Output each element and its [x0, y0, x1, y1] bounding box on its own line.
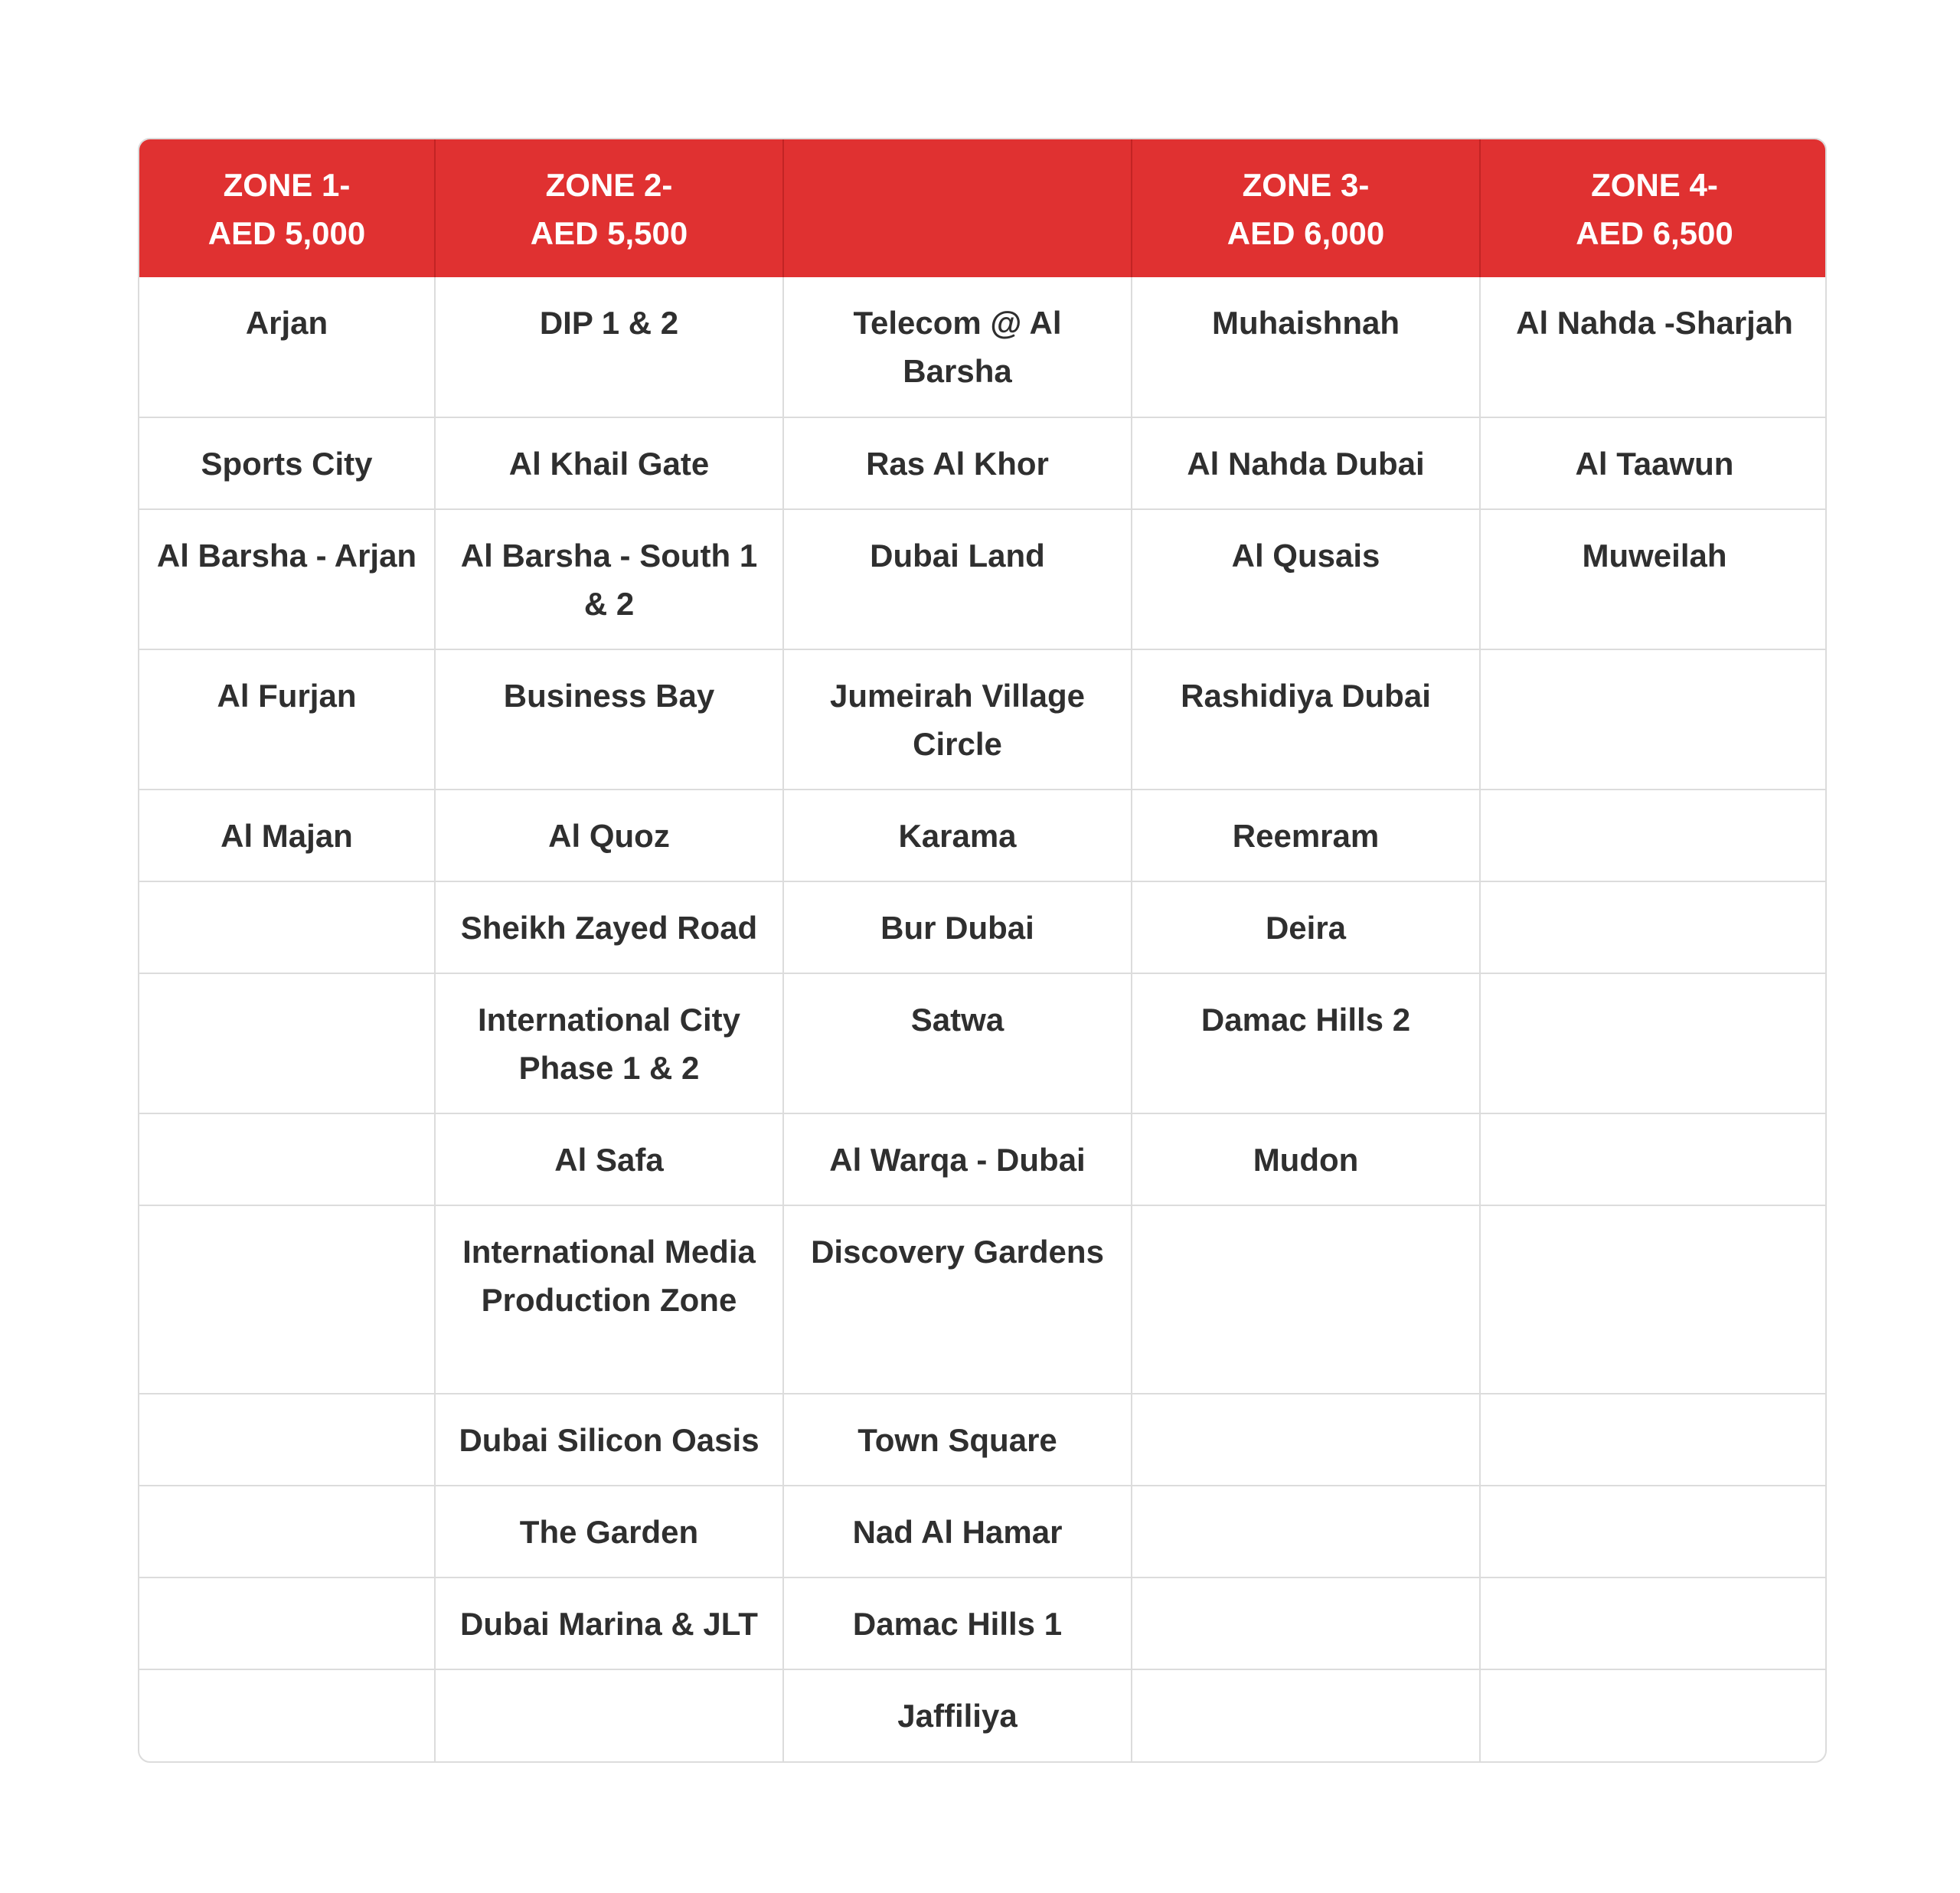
- table-cell: Telecom @ Al Barsha: [783, 277, 1132, 417]
- table-cell: Damac Hills 1: [783, 1578, 1132, 1669]
- header-zone-label: ZONE 2-: [545, 167, 673, 203]
- table-cell: Damac Hills 2: [1132, 973, 1480, 1113]
- table-cell: Jumeirah Village Circle: [783, 649, 1132, 790]
- table-row: [139, 1394, 1827, 1486]
- table-cell: Sports City: [139, 417, 435, 509]
- table-cell: [1480, 1486, 1827, 1578]
- table-cell: Al Furjan: [139, 649, 435, 790]
- header-zone-price: AED 5,500: [530, 215, 688, 251]
- table-row: [139, 649, 1827, 790]
- table-cell: Al Taawun: [1480, 417, 1827, 509]
- table-cell: [139, 881, 435, 973]
- table-cell: International City Phase 1 & 2: [435, 973, 783, 1113]
- table-row: [139, 1205, 1827, 1394]
- table-cell: Al Qusais: [1132, 509, 1480, 649]
- table-row: [139, 1578, 1827, 1669]
- table-row: [139, 1486, 1827, 1578]
- table-cell: Al Nahda Dubai: [1132, 417, 1480, 509]
- table-cell: Business Bay: [435, 649, 783, 790]
- table-cell: Sheikh Zayed Road: [435, 881, 783, 973]
- table-cell: [139, 1578, 435, 1669]
- table-cell: [1480, 1394, 1827, 1486]
- table-cell: Al Barsha - South 1 & 2: [435, 509, 783, 649]
- header-zone-3: [1132, 139, 1480, 277]
- table-cell: [1480, 1669, 1827, 1761]
- table-cell: Nad Al Hamar: [783, 1486, 1132, 1578]
- table-cell: [139, 1486, 435, 1578]
- table-cell: [139, 1205, 435, 1394]
- table-cell: DIP 1 & 2: [435, 277, 783, 417]
- table-cell: [139, 1113, 435, 1205]
- table-row: [139, 277, 1827, 417]
- table-cell: [1480, 973, 1827, 1113]
- table-cell: [1480, 790, 1827, 881]
- table-row: [139, 1669, 1827, 1761]
- header-zone-label: ZONE 4-: [1591, 167, 1718, 203]
- table-cell: Al Nahda -Sharjah: [1516, 305, 1793, 341]
- table-cell: Ras Al Khor: [783, 417, 1132, 509]
- zone-pricing-table: [138, 138, 1827, 1763]
- zone-table: [139, 139, 1827, 1761]
- table-cell: Muhaishnah: [1132, 277, 1480, 417]
- header-zone-price: AED 6,500: [1576, 215, 1733, 251]
- table-row: [139, 790, 1827, 881]
- table-row: [139, 417, 1827, 509]
- table-cell: [1132, 1578, 1480, 1669]
- table-cell: Rashidiya Dubai: [1132, 649, 1480, 790]
- table-cell: Dubai Silicon Oasis: [435, 1394, 783, 1486]
- table-cell: [139, 1669, 435, 1761]
- table-cell: Karama: [783, 790, 1132, 881]
- table-cell: Satwa: [783, 973, 1132, 1113]
- table-cell: Bur Dubai: [783, 881, 1132, 973]
- header-zone-price: AED 5,000: [207, 215, 366, 251]
- table-cell: Mudon: [1132, 1113, 1480, 1205]
- table-cell: Dubai Land: [783, 509, 1132, 649]
- table-cell: Muweilah: [1480, 509, 1827, 649]
- table-cell: [1480, 881, 1827, 973]
- header-zone-label: ZONE 3-: [1242, 167, 1370, 203]
- table-cell: Al Barsha - Arjan: [139, 509, 435, 649]
- table-cell: Dubai Marina & JLT: [435, 1578, 783, 1669]
- table-row: [139, 973, 1827, 1113]
- table-cell: [1132, 1669, 1480, 1761]
- table-cell: [1132, 1486, 1480, 1578]
- table-cell: Al Khail Gate: [435, 417, 783, 509]
- table-cell: [435, 1669, 783, 1761]
- table-cell: [1132, 1205, 1480, 1394]
- table-cell: [1480, 649, 1827, 790]
- table-cell: International Media Production Zone: [435, 1205, 783, 1394]
- header-zone-price: AED 6,000: [1227, 215, 1385, 251]
- table-cell: [1480, 1578, 1827, 1669]
- table-cell: Jaffiliya: [783, 1669, 1132, 1761]
- table-cell: The Garden: [435, 1486, 783, 1578]
- table-cell: [1132, 1394, 1480, 1486]
- table-cell: Al Majan: [139, 790, 435, 881]
- table-row: [139, 509, 1827, 649]
- table-cell: [139, 1394, 435, 1486]
- table-cell: Town Square: [783, 1394, 1132, 1486]
- table-cell: Al Quoz: [435, 790, 783, 881]
- table-cell: Arjan: [139, 277, 435, 417]
- header-row: [139, 139, 1827, 277]
- table-cell: Deira: [1132, 881, 1480, 973]
- table-cell: Al Safa: [435, 1113, 783, 1205]
- header-zone-1: [139, 139, 435, 277]
- table-cell: Al Warqa - Dubai: [783, 1113, 1132, 1205]
- table-row: [139, 1113, 1827, 1205]
- table-cell: [1480, 1113, 1827, 1205]
- table-cell: Reemram: [1132, 790, 1480, 881]
- table-cell: Discovery Gardens: [783, 1205, 1132, 1394]
- header-zone-2: [435, 139, 783, 277]
- header-zone-label: ZONE 1-: [223, 167, 351, 203]
- table-cell: [1480, 1205, 1827, 1394]
- table-cell: [139, 973, 435, 1113]
- header-zone-4: [1480, 139, 1827, 277]
- table-row: [139, 881, 1827, 973]
- header-zone-2-continued: [783, 139, 1132, 277]
